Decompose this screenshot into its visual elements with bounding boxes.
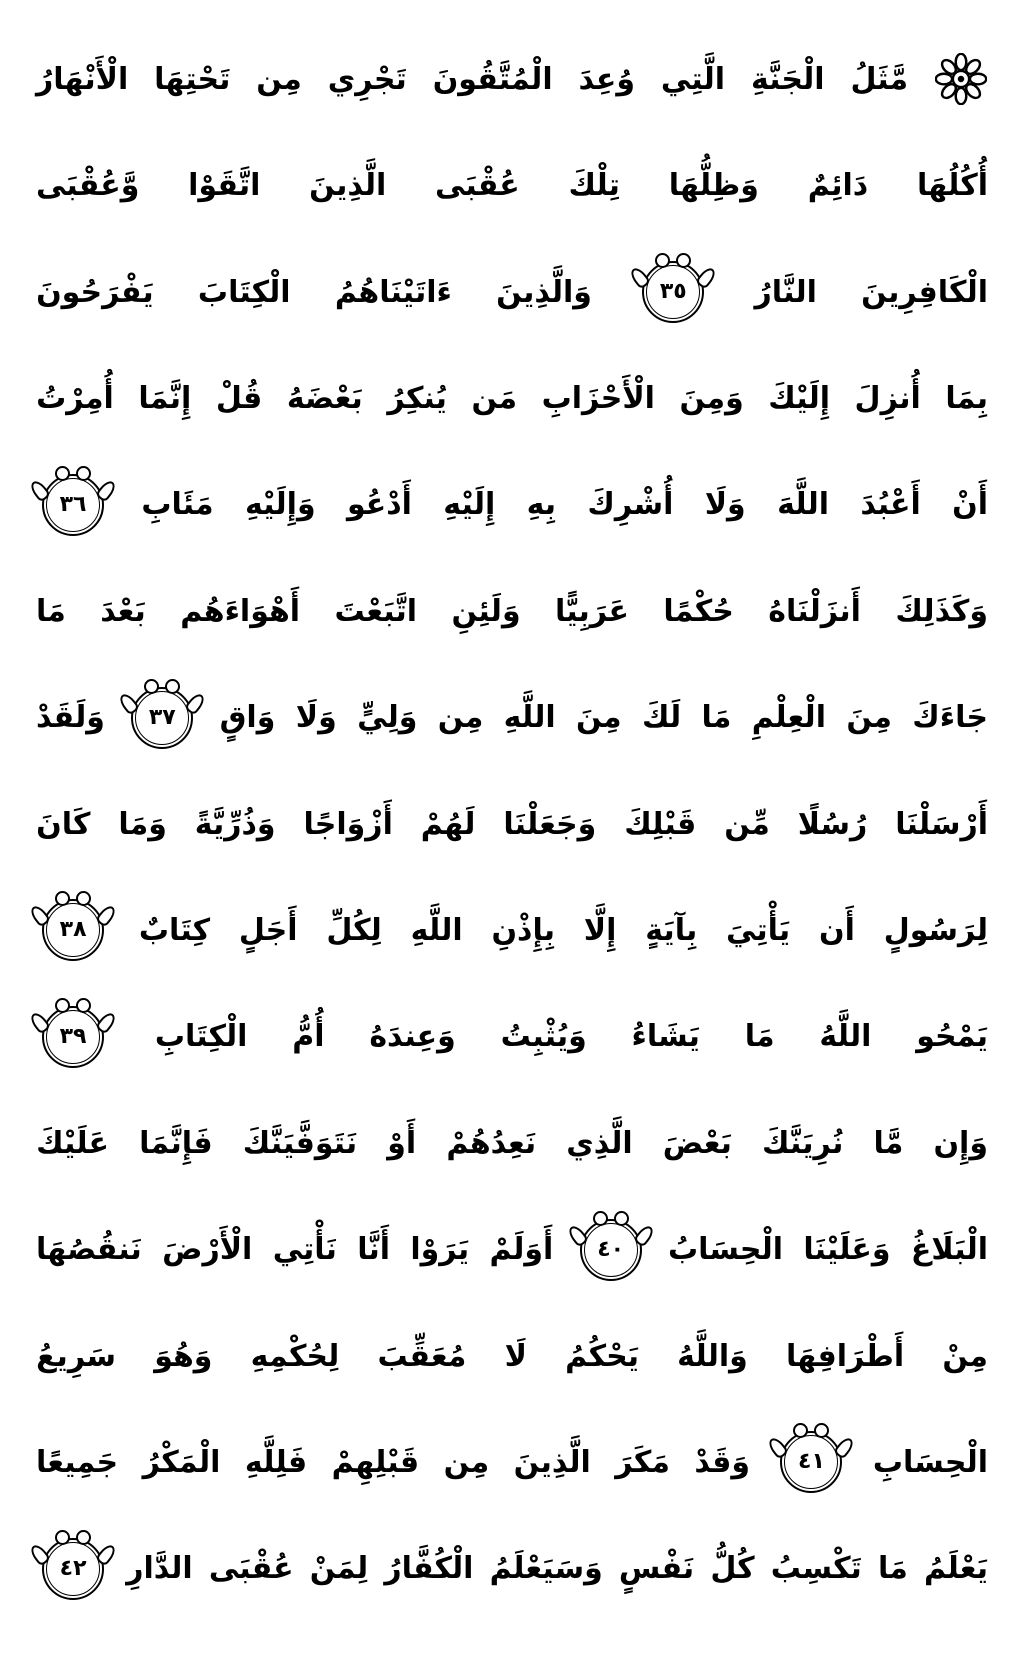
verse-number-medallion xyxy=(131,687,193,749)
word: وَكَذَلِكَ xyxy=(895,593,988,629)
medallion-bump xyxy=(655,253,670,268)
word: وَلَقَدْ xyxy=(36,700,105,736)
mushaf-line-7 xyxy=(36,664,988,770)
word: أَرْسَلْنَا xyxy=(895,806,988,842)
medallion-bump xyxy=(165,679,180,694)
word: كُلُّ xyxy=(710,1551,755,1587)
word: نَفْسٍ xyxy=(618,1551,695,1587)
word: الدَّارِ xyxy=(126,1551,193,1587)
medallion-bump xyxy=(593,1211,608,1226)
word: الْكَافِرِينَ xyxy=(861,274,988,310)
medallion-leaf xyxy=(117,691,140,716)
word: أَنَّا xyxy=(357,1232,390,1268)
word: وَهُوَ xyxy=(154,1338,213,1374)
word: لِمَنْ xyxy=(309,1551,369,1587)
word: وَإِن xyxy=(933,1125,988,1161)
word: تَجْرِي xyxy=(327,61,407,97)
word: إِلَيْكَ xyxy=(768,380,830,416)
word: وَإِلَيْهِ xyxy=(244,487,316,523)
word: اللَّهُ xyxy=(819,1019,872,1055)
medallion-leaf xyxy=(184,691,207,716)
word: كَانَ xyxy=(36,806,91,842)
word: أُمِرْتُ xyxy=(36,380,114,416)
word: إِلَّا xyxy=(583,912,617,948)
mushaf-line-3 xyxy=(36,239,988,345)
word: اتَّبَعْتَ xyxy=(334,593,418,629)
word: مِنَ xyxy=(576,700,622,736)
word: إِنَّمَا xyxy=(138,380,192,416)
verse-number: ٣٩ xyxy=(59,1023,87,1049)
word: اللَّهَ xyxy=(777,487,830,523)
medallion-leaf xyxy=(28,1542,51,1567)
medallion-bump xyxy=(55,891,70,906)
word: وَجَعَلْنَا xyxy=(503,806,597,842)
word: جَاءَكَ xyxy=(912,700,988,736)
word: نَعِدُهُمْ xyxy=(446,1125,537,1161)
word: مَا xyxy=(36,593,66,629)
word: الْكِتَابَ xyxy=(197,274,291,310)
mushaf-line-5 xyxy=(36,452,988,558)
word: يَعْلَمُ xyxy=(924,1551,988,1587)
word: الَّذِي xyxy=(566,1125,633,1161)
medallion-leaf xyxy=(833,1436,856,1461)
word: رُسُلًا xyxy=(797,806,868,842)
word: مِّن xyxy=(724,806,770,842)
word: وَلَا xyxy=(295,700,337,736)
medallion-leaf xyxy=(95,1542,118,1567)
word: بَعْضَهُ xyxy=(286,380,363,416)
medallion-leaf xyxy=(695,265,718,290)
word: الَّذِينَ xyxy=(309,168,387,204)
word: وَلِيٍّ xyxy=(357,700,418,736)
word: أَن xyxy=(819,912,855,948)
word: عُقْبَى xyxy=(208,1551,294,1587)
word: قُلْ xyxy=(215,380,263,416)
word: النَّارُ xyxy=(754,274,817,310)
mushaf-line-15 xyxy=(36,1516,988,1622)
word: الْكِتَابِ xyxy=(154,1019,248,1055)
word: بَعْضَ xyxy=(662,1125,732,1161)
word: يَفْرَحُونَ xyxy=(36,274,154,310)
word: نُرِيَنَّكَ xyxy=(762,1125,844,1161)
word: مِن xyxy=(256,61,302,97)
medallion-bump xyxy=(55,1530,70,1545)
word: سَرِيعُ xyxy=(36,1338,116,1374)
word: بِهِ xyxy=(526,487,557,523)
word: الْأَرْضَ xyxy=(162,1232,253,1268)
word: لَا xyxy=(504,1338,527,1374)
word: أَنزَلْنَاهُ xyxy=(768,593,861,629)
verse-number-medallion xyxy=(42,899,104,961)
verse-number: ٣٨ xyxy=(59,917,87,943)
word: مَا xyxy=(744,1019,775,1055)
medallion-bump xyxy=(676,253,691,268)
word: إِلَيْهِ xyxy=(443,487,496,523)
word: مِنَ xyxy=(846,700,892,736)
word: وَاقٍ xyxy=(219,700,276,736)
word: قَبْلِكَ xyxy=(624,806,697,842)
word: وَلَئِنِ xyxy=(451,593,521,629)
medallion-bump xyxy=(793,1423,808,1438)
medallion-bump xyxy=(55,998,70,1013)
word: الْمُتَّقُونَ xyxy=(432,61,553,97)
word: جَمِيعًا xyxy=(36,1444,119,1480)
word: عُقْبَى xyxy=(435,168,520,204)
medallion-leaf xyxy=(28,904,51,929)
medallion-bump xyxy=(814,1423,829,1438)
mushaf-line-13 xyxy=(36,1303,988,1409)
word: الْجَنَّةِ xyxy=(750,61,825,97)
medallion-bump xyxy=(76,466,91,481)
word: أَوْ xyxy=(387,1125,417,1161)
mushaf-line-6 xyxy=(36,558,988,664)
word: أَعْبُدَ xyxy=(860,487,921,523)
verse-number-medallion xyxy=(42,1006,104,1068)
word: فَلِلَّهِ xyxy=(244,1444,308,1480)
verse-number-medallion xyxy=(42,1538,104,1600)
word: لِرَسُولٍ xyxy=(883,912,988,948)
verse-number: ٤٢ xyxy=(59,1555,87,1581)
word: الْمَكْرُ xyxy=(142,1444,221,1480)
word: وَظِلُّهَا xyxy=(668,168,759,204)
word: وَقَدْ xyxy=(694,1444,750,1480)
word: الَّتِي xyxy=(660,61,726,97)
word: أَوَلَمْ xyxy=(489,1232,554,1268)
word: عَرَبِيًّا xyxy=(555,593,629,629)
word: مَا xyxy=(701,700,732,736)
word: عَلَيْكَ xyxy=(36,1125,109,1161)
verse-number-medallion xyxy=(580,1219,642,1281)
word: الَّذِينَ xyxy=(513,1444,591,1480)
mushaf-line-1 xyxy=(36,26,988,132)
word: أَجَلٍ xyxy=(238,912,298,948)
word: أَطْرَافِهَا xyxy=(786,1338,905,1374)
word: أَدْعُو xyxy=(346,487,412,523)
word: يَمْحُو xyxy=(916,1019,988,1055)
word: مَّثَلُ xyxy=(850,61,909,97)
medallion-bump xyxy=(76,891,91,906)
medallion-leaf xyxy=(95,478,118,503)
word: مُعَقِّبَ xyxy=(377,1338,467,1374)
word: نَأْتِي xyxy=(272,1232,337,1268)
word: اتَّقَوْا xyxy=(188,168,261,204)
word: وَاللَّهُ xyxy=(677,1338,748,1374)
word: أَنْ xyxy=(952,487,988,523)
verse-number-medallion xyxy=(642,261,704,323)
verse-number: ٣٥ xyxy=(659,279,687,305)
word: قَبْلِهِمْ xyxy=(331,1444,420,1480)
word: الْكُفَّارُ xyxy=(384,1551,474,1587)
verse-number: ٤١ xyxy=(798,1449,825,1475)
mushaf-line-9 xyxy=(36,877,988,983)
verse-number: ٣٦ xyxy=(59,491,87,517)
word: تَكْسِبُ xyxy=(770,1551,862,1587)
medallion-leaf xyxy=(766,1436,789,1461)
medallion-leaf xyxy=(28,478,51,503)
word: الْبَلَاغُ xyxy=(910,1232,988,1268)
word: الْحِسَابِ xyxy=(872,1444,988,1480)
word: الْعِلْمِ xyxy=(751,700,826,736)
word: أُكُلُهَا xyxy=(916,168,988,204)
word: وَسَيَعْلَمُ xyxy=(489,1551,603,1587)
medallion-bump xyxy=(55,466,70,481)
word: بِآيَةٍ xyxy=(645,912,698,948)
word: لَهُمْ xyxy=(420,806,476,842)
medallion-bump xyxy=(614,1211,629,1226)
word: أَزْوَاجًا xyxy=(303,806,393,842)
word: وُعِدَ xyxy=(578,61,635,97)
word: اللَّهِ xyxy=(503,700,556,736)
verse-number: ٣٧ xyxy=(148,704,176,730)
word: أَهْوَاءَهُم xyxy=(180,593,301,629)
word: وَلَا xyxy=(704,487,746,523)
word: مَا xyxy=(877,1551,908,1587)
word: وَعِندَهُ xyxy=(369,1019,456,1055)
word: بَعْدَ xyxy=(100,593,146,629)
medallion-leaf xyxy=(566,1223,589,1248)
verse-number-medallion xyxy=(42,474,104,536)
word: وَعَلَيْنَا xyxy=(803,1232,891,1268)
mushaf-line-4 xyxy=(36,345,988,451)
word: اللَّهِ xyxy=(410,912,463,948)
medallion-leaf xyxy=(633,1223,656,1248)
word: لِكُلِّ xyxy=(326,912,382,948)
word: مِنْ xyxy=(942,1338,988,1374)
medallion-leaf xyxy=(28,1010,51,1035)
word: وَيُثْبِتُ xyxy=(500,1019,587,1055)
word: دَائِمٌ xyxy=(807,168,869,204)
word: وَّعُقْبَى xyxy=(36,168,140,204)
word: مَكَرَ xyxy=(615,1444,670,1480)
word: وَمَا xyxy=(118,806,167,842)
verse-number: ٤٠ xyxy=(597,1236,625,1262)
mushaf-line-10 xyxy=(36,984,988,1090)
mushaf-line-11 xyxy=(36,1090,988,1196)
word: مَئَابِ xyxy=(141,487,214,523)
medallion-leaf xyxy=(95,1010,118,1035)
mushaf-line-2 xyxy=(36,132,988,238)
word: يَرَوْا xyxy=(410,1232,470,1268)
medallion-bump xyxy=(144,679,159,694)
word: وَذُرِّيَّةً xyxy=(194,806,276,842)
word: مِن xyxy=(437,700,484,736)
word: يُنكِرُ xyxy=(387,380,447,416)
rub-el-hizb-icon xyxy=(934,52,988,106)
word: أُنزِلَ xyxy=(854,380,921,416)
word: وَمِنَ xyxy=(679,380,744,416)
word: أُمُّ xyxy=(292,1019,325,1055)
medallion-bump xyxy=(76,1530,91,1545)
word: بِإِذْنِ xyxy=(491,912,555,948)
word: الْحِسَابُ xyxy=(667,1232,784,1268)
word: وَالَّذِينَ xyxy=(496,274,592,310)
word: أُشْرِكَ xyxy=(587,487,674,523)
word: ءَاتَيْنَاهُمُ xyxy=(334,274,452,310)
verse-number-medallion xyxy=(780,1431,842,1493)
medallion-bump xyxy=(76,998,91,1013)
word: الْأَحْزَابِ xyxy=(541,380,655,416)
word: كِتَابٌ xyxy=(138,912,211,948)
word: نَتَوَفَّيَنَّكَ xyxy=(242,1125,358,1161)
medallion-leaf xyxy=(628,265,651,290)
word: تِلْكَ xyxy=(568,168,620,204)
mushaf-line-12 xyxy=(36,1196,988,1302)
word: تَحْتِهَا xyxy=(154,61,231,97)
word: لِحُكْمِهِ xyxy=(250,1338,340,1374)
word: مَن xyxy=(471,380,518,416)
word: يَحْكُمُ xyxy=(565,1338,639,1374)
word: يَشَاءُ xyxy=(631,1019,700,1055)
mushaf-line-14 xyxy=(36,1409,988,1515)
word: بِمَا xyxy=(945,380,988,416)
word: مَّا xyxy=(873,1125,904,1161)
word: الْأَنْهَارُ xyxy=(36,61,129,97)
word: نَنقُصُهَا xyxy=(36,1232,142,1268)
mushaf-line-8 xyxy=(36,771,988,877)
word: فَإِنَّمَا xyxy=(139,1125,213,1161)
word: لَكَ xyxy=(641,700,682,736)
word: حُكْمًا xyxy=(663,593,734,629)
word: مِن xyxy=(443,1444,490,1480)
word: يَأْتِيَ xyxy=(726,912,791,948)
medallion-leaf xyxy=(95,904,118,929)
